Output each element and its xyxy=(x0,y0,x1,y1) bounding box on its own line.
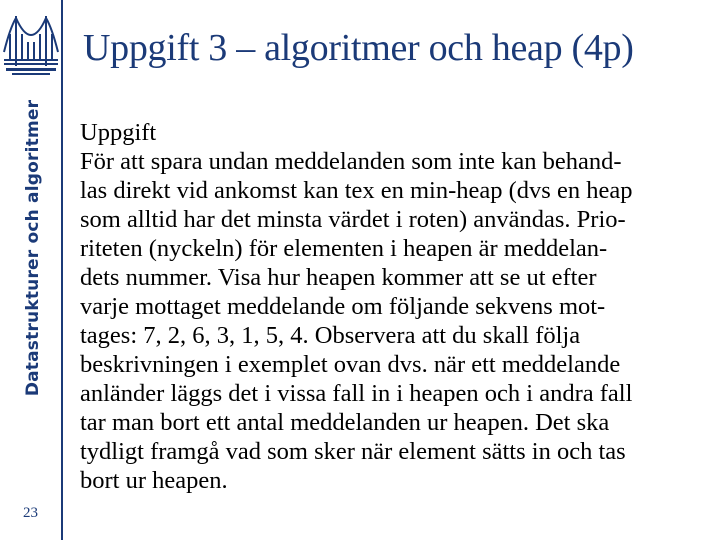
body-line: riteten (nyckeln) för elementen i heapen är meddelan- xyxy=(80,235,608,262)
body-line: För att spara undan meddelanden som inte kan behand- xyxy=(80,148,622,175)
body-line: tydligt framgå vad som sker när element sätts in och tas xyxy=(80,438,626,465)
body-line: dets nummer. Visa hur heapen kommer att se ut efter xyxy=(80,264,597,291)
slide-body xyxy=(80,118,714,495)
body-line: beskrivningen i exemplet ovan dvs. när ett meddelande xyxy=(80,351,621,378)
body-line: bort ur heapen. xyxy=(80,467,228,494)
body-line: tages: 7, 2, 6, 3, 1, 5, 4. Observera att du skall följa xyxy=(80,322,581,349)
sidebar xyxy=(0,0,63,540)
slide-title: Uppgift 3 – algoritmer och heap (4p) xyxy=(83,27,634,69)
body-heading: Uppgift xyxy=(80,119,157,146)
body-line: las direkt vid ankomst kan tex en min-heap (dvs en heap xyxy=(80,177,633,204)
course-title: Datastrukturer och algoritmer xyxy=(23,99,43,397)
slide-number: 23 xyxy=(23,505,38,521)
body-line: varje mottaget meddelande om följande sekvens mot- xyxy=(80,293,606,320)
body-line: som alltid har det minsta värdet i roten) användas. Prio- xyxy=(80,206,626,233)
bridge-logo-icon xyxy=(2,8,60,78)
body-line: tar man bort ett antal meddelanden ur heapen. Det ska xyxy=(80,409,610,436)
body-line: anländer läggs det i vissa fall in i heapen och i andra fall xyxy=(80,380,633,407)
